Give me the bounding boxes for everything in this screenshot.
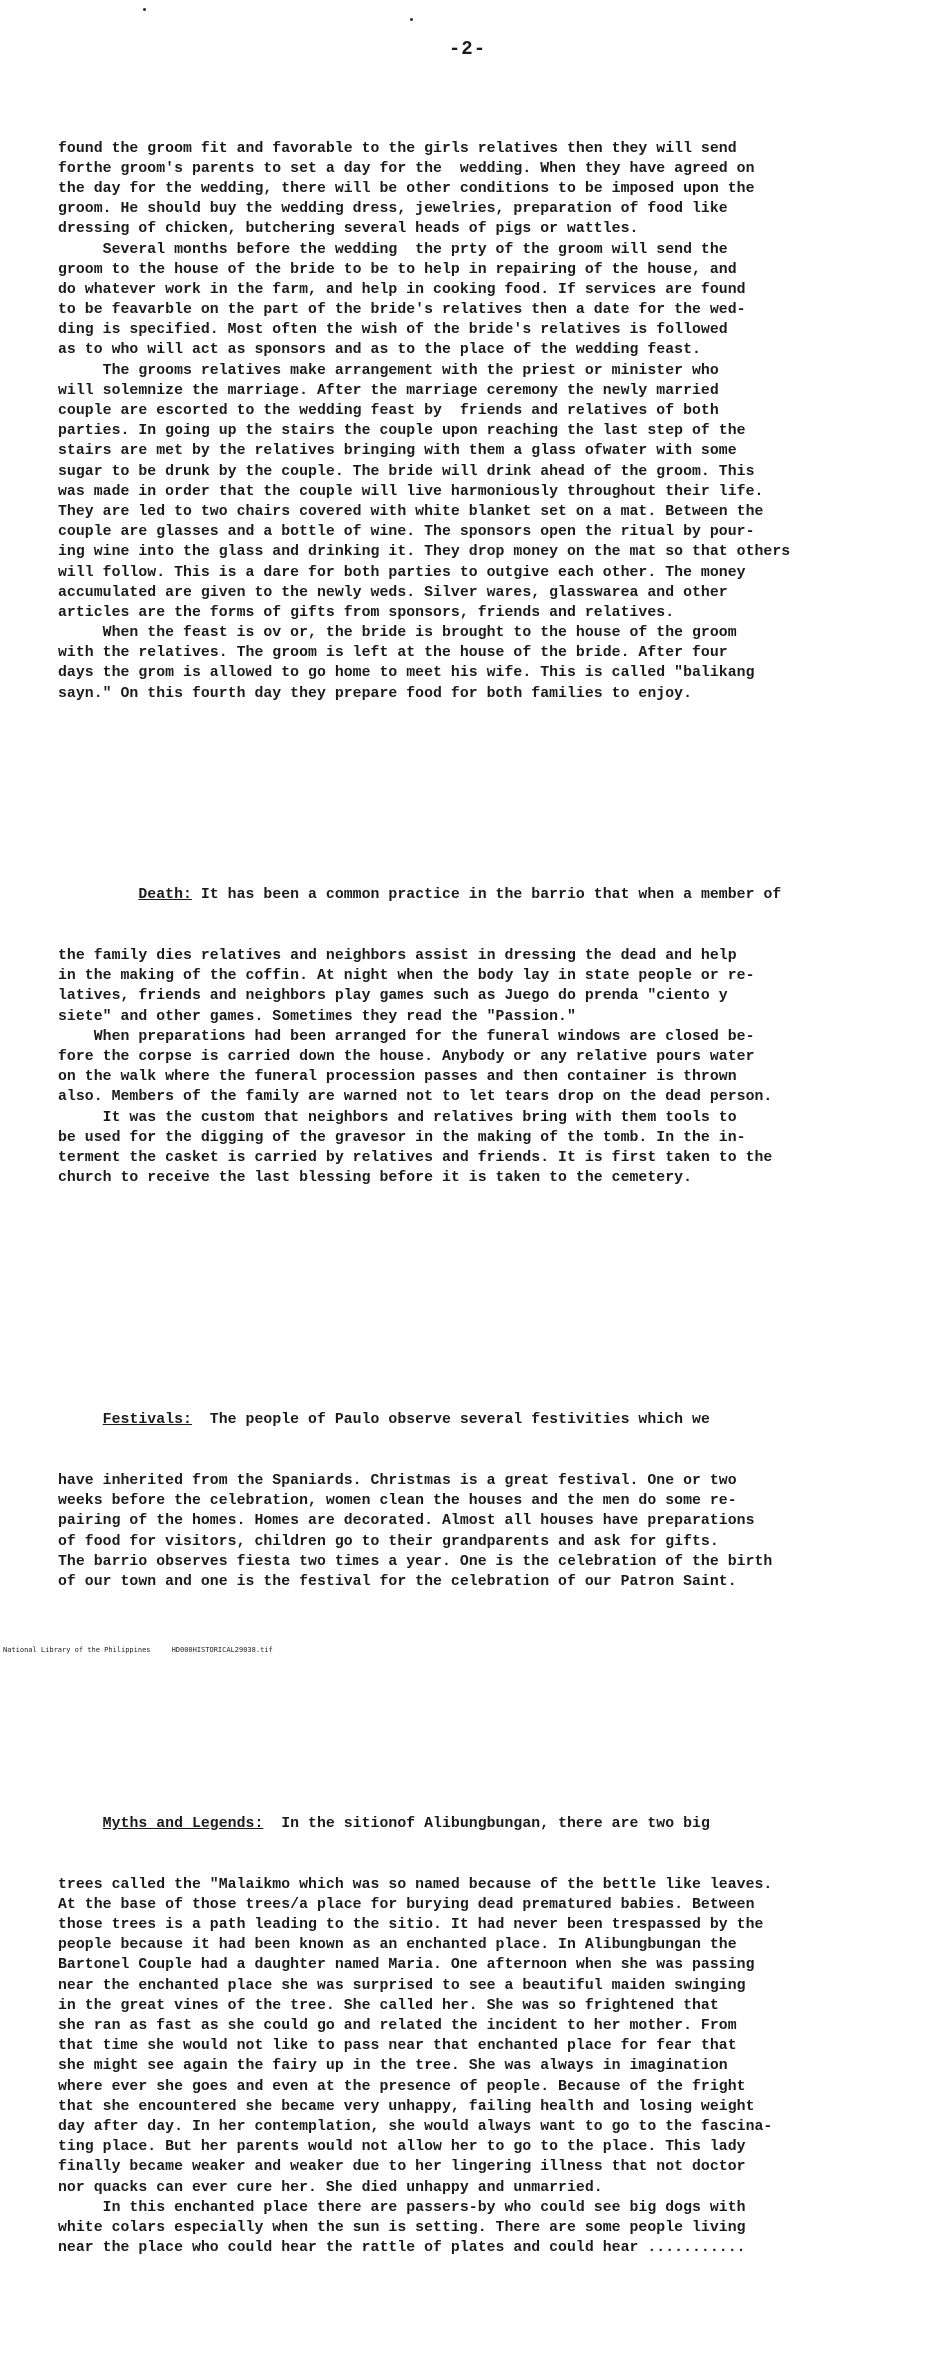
death-line: When preparations had been arranged for the funeral windows are closed be-	[58, 1028, 755, 1045]
myths-line: she ran as fast as she could go and related the incident to her mother. From	[58, 2018, 737, 2035]
wedding-line: groom. He should buy the wedding dress, jewelries, preparation of food like	[58, 201, 728, 218]
death-heading: Death:	[138, 887, 192, 904]
wedding-line: will follow. This is a dare for both parties to outgive each other. The money	[58, 564, 746, 581]
festivals-line: weeks before the celebration, women clean the houses and the men do some re-	[58, 1493, 737, 1510]
wedding-line: as to who will act as sponsors and as to the place of the wedding feast.	[58, 342, 701, 359]
wedding-line: was made in order that the couple will live harmoniously throughout their life.	[58, 483, 764, 500]
death-line: It was the custom that neighbors and relatives bring with them tools to	[58, 1109, 737, 1126]
wedding-line: dressing of chicken, butchering several heads of pigs or wattles.	[58, 221, 639, 238]
myths-line: trees called the "Malaikmo which was so named because of the bettle like leaves.	[58, 1876, 773, 1893]
myths-line: Bartonel Couple had a daughter named Maria. One afternoon when she was passing	[58, 1957, 755, 1974]
wedding-line: with the relatives. The groom is left at the house of the bride. After four	[58, 645, 728, 662]
myths-line: near the place who could hear the rattle of plates and could hear ...........	[58, 2240, 746, 2257]
myths-line: those trees is a path leading to the sitio. It had never been trespassed by the	[58, 1917, 764, 1934]
myths-line: At the base of those trees/a place for burying dead prematured babies. Between	[58, 1896, 755, 1913]
death-heading-rest: It has been a common practice in the barrio that when a member of	[191, 887, 782, 904]
wedding-line: do whatever work in the farm, and help in cooking food. If services are found	[58, 281, 746, 298]
death-first-line	[58, 885, 880, 905]
death-line: siete" and other games. Sometimes they read the "Passion."	[58, 1008, 576, 1025]
myths-line: ting place. But her parents would not allow her to go to the place. This lady	[58, 2139, 746, 2156]
wedding-line: the day for the wedding, there will be other conditions to be imposed upon the	[58, 180, 755, 197]
death-line: be used for the digging of the gravesor in the making of the tomb. In the in-	[58, 1129, 746, 1146]
scan-speck	[143, 8, 146, 11]
myths-line: In this enchanted place there are passers-by who could see big dogs with	[58, 2199, 746, 2216]
section-festivals	[58, 1370, 880, 1633]
wedding-line: couple are escorted to the wedding feast by friends and relatives of both	[58, 403, 719, 420]
death-line: in the making of the coffin. At night when the body lay in state people or re-	[58, 968, 755, 985]
myths-line: people because it had been known as an enchanted place. In Alibungbungan the	[58, 1937, 737, 1954]
festivals-line: The barrio observes fiesta two times a year. One is the celebration of the birth	[58, 1553, 773, 1570]
myths-line: that she encountered she became very unhappy, failing health and losing weight	[58, 2098, 755, 2115]
wedding-line: Several months before the wedding the prty of the groom will send the	[58, 241, 728, 258]
festivals-heading-rest: The people of Paulo observe several festivities which we	[191, 1412, 710, 1429]
wedding-line: to be feavarble on the part of the bride's relatives then a date for the wed-	[58, 302, 746, 319]
myths-line: nor quacks can ever cure her. She died unhappy and unmarried.	[58, 2179, 603, 2196]
page-number: -2-	[448, 38, 487, 60]
festivals-line: of food for visitors, children go to their grandparents and ask for gifts.	[58, 1533, 719, 1550]
wedding-line: forthe groom's parents to set a day for the wedding. When they have agreed on	[58, 160, 755, 177]
wedding-line: stairs are met by the relatives bringing with them a glass ofwater with some	[58, 443, 737, 460]
wedding-line: days the grom is allowed to go home to meet his wife. This is called "balikang	[58, 665, 755, 682]
death-line: latives, friends and neighbors play games such as Juego do prenda "ciento y	[58, 988, 728, 1005]
wedding-line: They are led to two chairs covered with white blanket set on a mat. Between the	[58, 503, 764, 520]
wedding-line: will solemnize the marriage. After the marriage ceremony the newly married	[58, 382, 719, 399]
myths-line: in the great vines of the tree. She called her. She was so frightened that	[58, 1997, 719, 2014]
wedding-line: parties. In going up the stairs the couple upon reaching the last step of the	[58, 423, 746, 440]
festivals-line: of our town and one is the festival for the celebration of our Patron Saint.	[58, 1573, 737, 1590]
wedding-line: sayn." On this fourth day they prepare food for both families to enjoy.	[58, 685, 692, 702]
document-body	[58, 78, 880, 2359]
myths-heading-rest: In the sitionof Alibungbungan, there are two big	[263, 1816, 710, 1833]
myths-first-line	[58, 1814, 880, 1834]
death-line: on the walk where the funeral procession passes and then container is thrown	[58, 1069, 737, 1086]
myths-line: white colars especially when the sun is setting. There are some people living	[58, 2219, 746, 2236]
death-line: church to receive the last blessing before it is taken to the cemetery.	[58, 1170, 692, 1187]
wedding-line: sugar to be drunk by the couple. The bride will drink ahead of the groom. This	[58, 463, 755, 480]
wedding-line: articles are the forms of gifts from sponsors, friends and relatives.	[58, 604, 675, 621]
myths-line: she might see again the fairy up in the tree. She was always in imagination	[58, 2058, 728, 2075]
wedding-line: The grooms relatives make arrangement with the priest or minister who	[58, 362, 719, 379]
myths-line: where ever she goes and even at the presence of people. Because of the fright	[58, 2078, 746, 2095]
section-death	[58, 845, 880, 1229]
section-wedding	[58, 139, 880, 704]
archive-footer: National Library of the Philippines HD000HISTORICAL29038.tif	[3, 1646, 273, 1654]
death-line: the family dies relatives and neighbors assist in dressing the dead and help	[58, 948, 737, 965]
wedding-line: found the groom fit and favorable to the girls relatives then they will send	[58, 140, 737, 157]
wedding-line: groom to the house of the bride to be to help in repairing of the house, and	[58, 261, 737, 278]
wedding-line: When the feast is ov or, the bride is brought to the house of the groom	[58, 625, 737, 642]
myths-line: near the enchanted place she was surprised to see a beautiful maiden swinging	[58, 1977, 746, 1994]
festivals-heading: Festivals:	[102, 1412, 192, 1429]
wedding-line: ding is specified. Most often the wish of the bride's relatives is followed	[58, 322, 728, 339]
myths-line: day after day. In her contemplation, she would always want to go to the fascina-	[58, 2118, 773, 2135]
festivals-line: pairing of the homes. Homes are decorated. Almost all houses have preparations	[58, 1513, 755, 1530]
wedding-line: couple are glasses and a bottle of wine. The sponsors open the ritual by pour-	[58, 524, 755, 541]
myths-line: finally became weaker and weaker due to her lingering illness that not doctor	[58, 2159, 746, 2176]
myths-line: that time she would not like to pass near that enchanted place for fear that	[58, 2038, 737, 2055]
section-myths	[58, 1774, 880, 2299]
wedding-line: ing wine into the glass and drinking it. They drop money on the mat so that others	[58, 544, 791, 561]
myths-heading: Myths and Legends:	[102, 1816, 264, 1833]
wedding-line: accumulated are given to the newly weds. Silver wares, glasswarea and other	[58, 584, 728, 601]
death-line: also. Members of the family are warned not to let tears drop on the dead person.	[58, 1089, 773, 1106]
festivals-first-line	[58, 1410, 880, 1430]
death-line: terment the casket is carried by relatives and friends. It is first taken to the	[58, 1149, 773, 1166]
festivals-line: have inherited from the Spaniards. Christmas is a great festival. One or two	[58, 1472, 737, 1489]
death-line: fore the corpse is carried down the house. Anybody or any relative pours water	[58, 1049, 755, 1066]
scan-speck	[410, 18, 413, 21]
